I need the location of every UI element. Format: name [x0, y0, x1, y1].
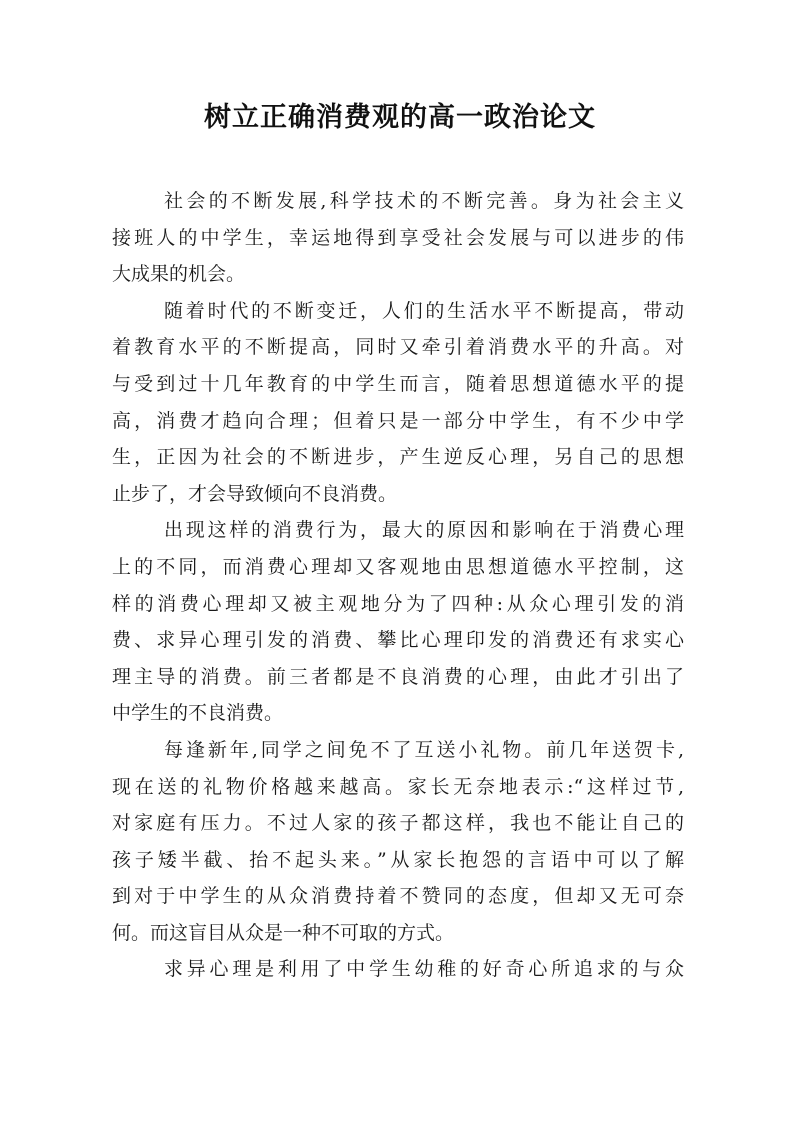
paragraph-line: 与受到过十几年教育的中学生而言，随着思想道德水平的提 — [112, 372, 684, 395]
paragraph-line: 出现这样的消费行为，最大的原因和影响在于消费心理 — [164, 519, 684, 542]
paragraph-3 — [112, 512, 684, 732]
paragraph-line: 孩子矮半截、抬不起头来。”从家长抱怨的言语中可以了解 — [112, 848, 684, 871]
document-title: 树立正确消费观的高一政治论文 — [204, 102, 596, 133]
paragraph-line: 止步了，才会导致倾向不良消费。 — [112, 482, 398, 505]
paragraph-line: 现在送的礼物价格越来越高。家长无奈地表示:“这样过节, — [112, 775, 684, 798]
paragraph-line: 每逢新年,同学之间免不了互送小礼物。前几年送贺卡, — [164, 738, 684, 761]
paragraph-5 — [112, 951, 684, 988]
paragraph-line: 着教育水平的不断提高，同时又牵引着消费水平的升高。对 — [112, 336, 684, 359]
paragraph-line: 大成果的机会。 — [112, 263, 246, 286]
paragraph-line: 样的消费心理却又被主观地分为了四种:从众心理引发的消 — [112, 592, 684, 615]
paragraph-line: 何。而这盲目从众是一种不可取的方式。 — [112, 921, 455, 944]
paragraph-line: 随着时代的不断变迁，人们的生活水平不断提高，带动 — [164, 299, 684, 322]
paragraph-2 — [112, 293, 684, 513]
paragraph-line: 生，正因为社会的不断进步，产生逆反心理，另自己的思想 — [112, 446, 684, 469]
paragraph-line: 接班人的中学生，幸运地得到享受社会发展与可以进步的伟 — [112, 226, 684, 249]
paragraph-line: 理主导的消费。前三者都是不良消费的心理，由此才引出了 — [112, 665, 684, 688]
paragraph-line: 费、求异心理引发的消费、攀比心理印发的消费还有求实心 — [112, 629, 684, 652]
paragraph-line: 对家庭有压力。不过人家的孩子都这样，我也不能让自己的 — [112, 812, 684, 835]
paragraph-1 — [112, 183, 684, 293]
document-body — [112, 183, 684, 988]
paragraph-line: 高，消费才趋向合理；但着只是一部分中学生，有不少中学 — [112, 409, 684, 432]
paragraph-line: 上的不同，而消费心理却又客观地由思想道德水平控制，这 — [112, 555, 684, 578]
paragraph-line: 求异心理是利用了中学生幼稚的好奇心所追求的与众 — [164, 958, 684, 981]
paragraph-line: 中学生的不良消费。 — [112, 702, 284, 725]
paragraph-line: 社会的不断发展,科学技术的不断完善。身为社会主义 — [164, 190, 684, 212]
paragraph-line: 到对于中学生的从众消费持着不赞同的态度，但却又无可奈 — [112, 885, 684, 908]
paragraph-4 — [112, 732, 684, 952]
